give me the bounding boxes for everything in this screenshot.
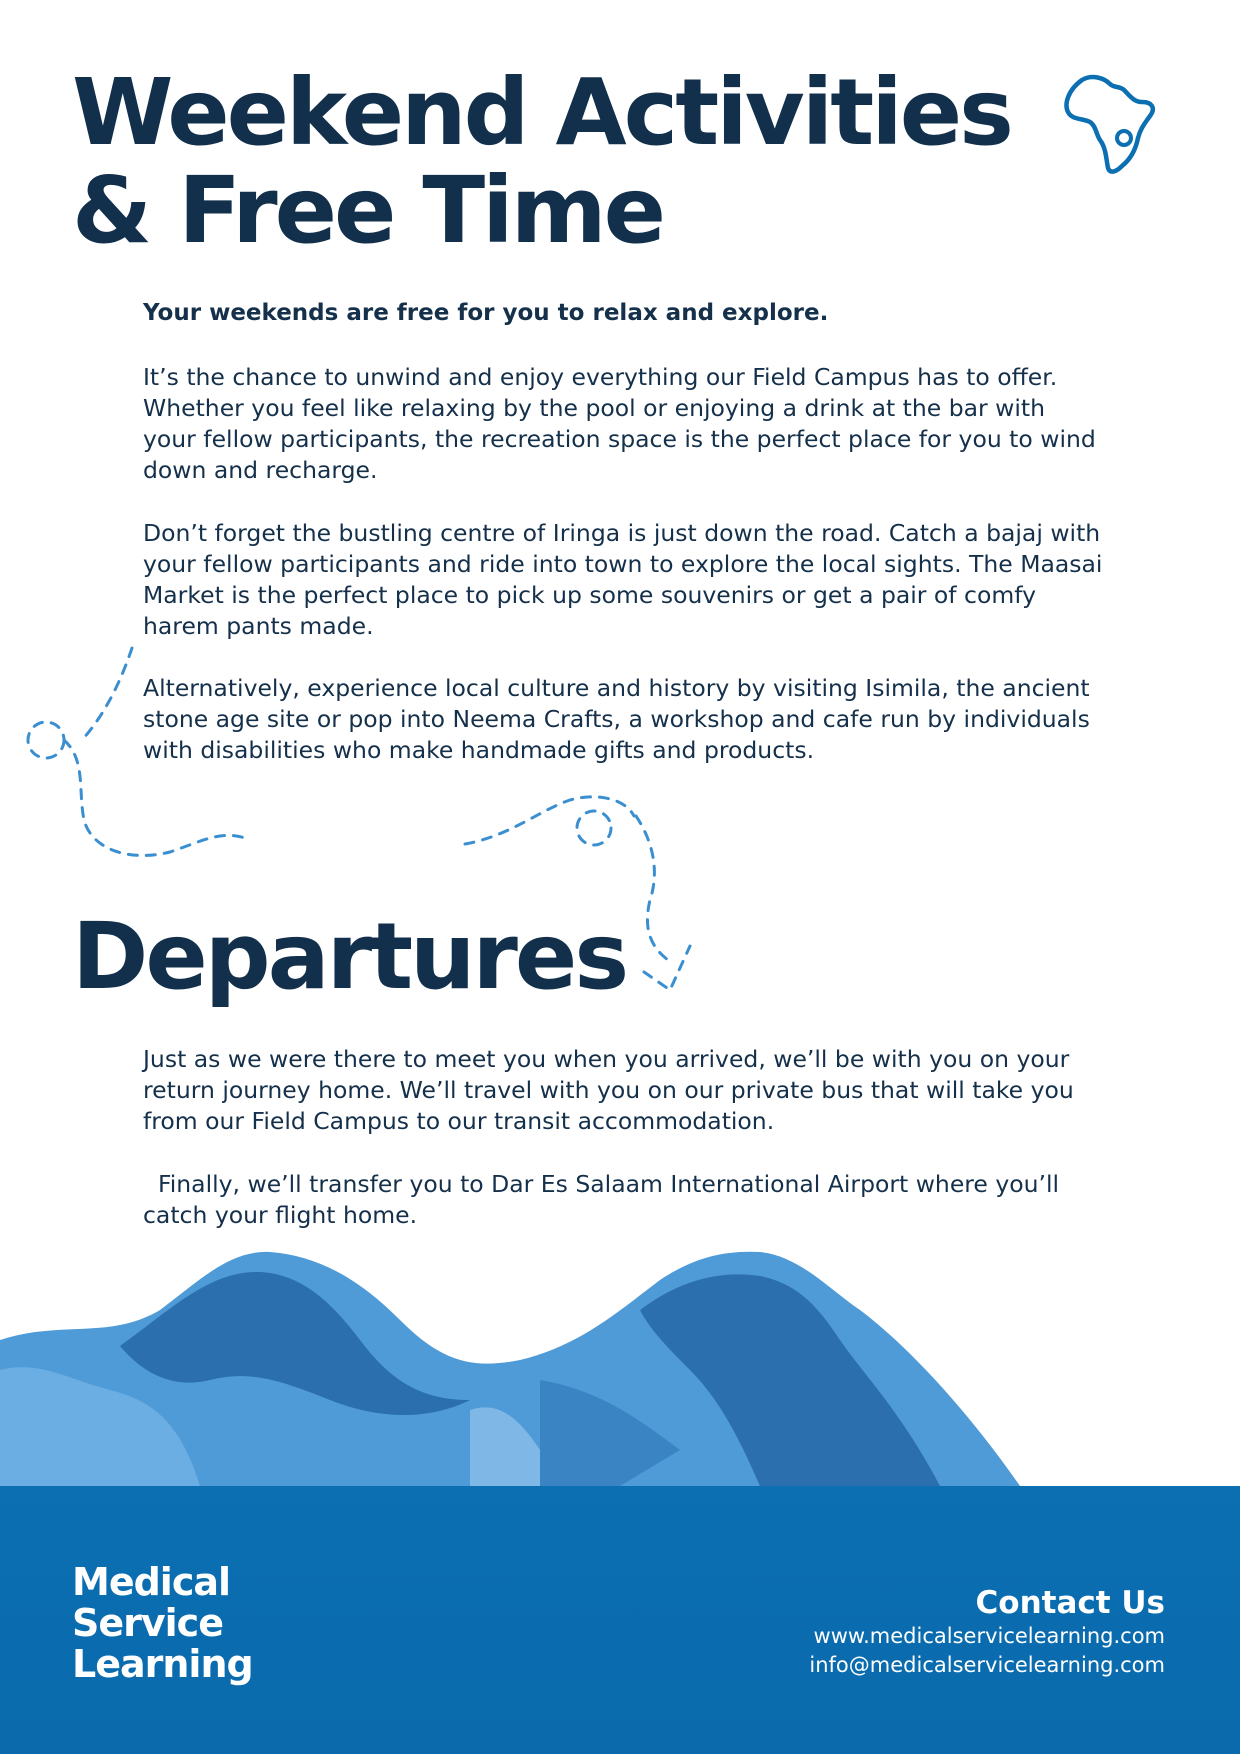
- contact-block: [809, 1584, 1165, 1680]
- weekend-paragraph-1: It’s the chance to unwind and enjoy everything our Field Campus has to offer. Whether you feel like relaxing by the pool or enjoying a drink at the bar with your fellow participants, the recreation space is the perfect place for you to wind down and recharge.: [143, 363, 1096, 484]
- page-title: [72, 59, 1011, 264]
- medical-service-learning-logo: Medical Service Learning: [72, 1560, 253, 1686]
- contact-title: Contact Us: [975, 1585, 1165, 1621]
- title-line-2: & Free Time: [72, 157, 663, 264]
- footer: [0, 1486, 1240, 1754]
- title-line-1: Weekend Activities: [72, 59, 1011, 166]
- weekend-paragraph-2: Don’t forget the bustling centre of Iringa is just down the road. Catch a bajaj with your fellow participants and ride into town to explore the local sights. The Maasai Market is the perfect place to pick up some souvenirs or get a pair of comfy harem pants made.: [143, 519, 1103, 640]
- departures-paragraph-2: Finally, we’ll transfer you to Dar Es Salaam International Airport where you’ll catch your flight home.: [143, 1170, 1067, 1229]
- departures-paragraph-1: Just as we were there to meet you when you arrived, we’ll be with you on your return journey home. We’ll travel with you on our private bus that will take you from our Field Campus to our transit accommodation.: [143, 1045, 1074, 1135]
- departures-title: Departures: [72, 903, 627, 1010]
- weekend-paragraph-3: Alternatively, experience local culture and history by visiting Isimila, the ancient stone age site or pop into Neema Crafts, a workshop and cafe run by individuals with disabilities who make handmade gifts and products.: [143, 674, 1090, 764]
- weekend-lead: Your weekends are free for you to relax and explore.: [143, 300, 829, 326]
- email-link[interactable]: info@medicalservicelearning.com: [809, 1653, 1165, 1677]
- africa-map-icon: [1060, 72, 1166, 180]
- mountains-illustration: [0, 1250, 1240, 1490]
- website-link[interactable]: www.medicalservicelearning.com: [813, 1624, 1165, 1648]
